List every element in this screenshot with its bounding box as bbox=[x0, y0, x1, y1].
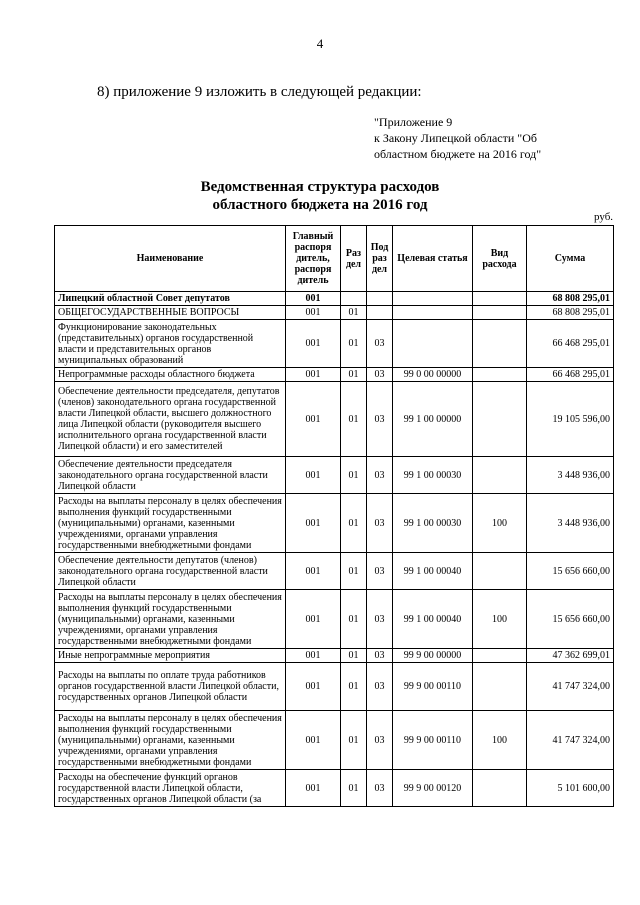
cell-cs: 99 9 00 00110 bbox=[393, 711, 473, 770]
cell-gr: 001 bbox=[286, 494, 341, 553]
cell-rz: 01 bbox=[341, 320, 367, 368]
cell-gr: 001 bbox=[286, 711, 341, 770]
header-cs: Целевая статья bbox=[393, 226, 473, 292]
cell-cs: 99 9 00 00110 bbox=[393, 663, 473, 711]
cell-vr bbox=[473, 320, 527, 368]
cell-pr: 03 bbox=[367, 368, 393, 382]
cell-sum: 15 656 660,00 bbox=[527, 590, 614, 649]
cell-name: Непрограммные расходы областного бюджета bbox=[55, 368, 286, 382]
title-line: областного бюджета на 2016 год bbox=[212, 197, 428, 213]
cell-cs bbox=[393, 306, 473, 320]
cell-gr: 001 bbox=[286, 382, 341, 457]
cell-sum: 19 105 596,00 bbox=[527, 382, 614, 457]
cell-rz: 01 bbox=[341, 306, 367, 320]
cell-cs: 99 1 00 00000 bbox=[393, 382, 473, 457]
cell-gr: 001 bbox=[286, 306, 341, 320]
cell-pr: 03 bbox=[367, 663, 393, 711]
cell-pr: 03 bbox=[367, 649, 393, 663]
cell-rz: 01 bbox=[341, 494, 367, 553]
cell-sum: 41 747 324,00 bbox=[527, 711, 614, 770]
appendix-note-line: областном бюджете на 2016 год" bbox=[374, 147, 542, 161]
cell-rz: 01 bbox=[341, 368, 367, 382]
page-number: 4 bbox=[316, 36, 324, 51]
header-rz-line: дел bbox=[345, 258, 362, 270]
cell-vr: 100 bbox=[473, 590, 527, 649]
cell-cs: 99 1 00 00030 bbox=[393, 494, 473, 553]
cell-pr: 03 bbox=[367, 770, 393, 807]
header-gr-line: распоря bbox=[294, 264, 332, 275]
table-row bbox=[55, 494, 614, 553]
cell-sum: 68 808 295,01 bbox=[527, 306, 614, 320]
cell-gr: 001 bbox=[286, 649, 341, 663]
cell-name: Расходы на выплаты персоналу в целях обеспечения выполнения функций государственными (муниципальными) органами, казенными учреждениями, органами управления государственными внебюджетными фондами bbox=[55, 711, 286, 770]
table-row bbox=[55, 590, 614, 649]
header-name: Наименование bbox=[55, 226, 286, 292]
cell-gr: 001 bbox=[286, 457, 341, 494]
cell-name: Обеспечение деятельности председателя, депутатов (членов) законодательного органа государственной власти Липецкой области, высшего должностного лица Липецкой области (руководителя высшего исполнительного органа государственной власти Липецкой области) и его заместителей bbox=[55, 382, 286, 457]
cell-sum: 15 656 660,00 bbox=[527, 553, 614, 590]
cell-rz: 01 bbox=[341, 770, 367, 807]
cell-name: Обеспечение деятельности депутатов (членов) законодательного органа государственной власти Липецкой области bbox=[55, 553, 286, 590]
cell-rz: 01 bbox=[341, 649, 367, 663]
cell-sum: 66 468 295,01 bbox=[527, 368, 614, 382]
header-pr bbox=[367, 226, 393, 292]
cell-pr: 03 bbox=[367, 494, 393, 553]
cell-pr: 03 bbox=[367, 553, 393, 590]
title-line: Ведомственная структура расходов bbox=[200, 179, 440, 195]
document-title bbox=[0, 178, 640, 214]
cell-cs: 99 1 00 00040 bbox=[393, 590, 473, 649]
cell-gr: 001 bbox=[286, 368, 341, 382]
header-rz-line: Раз bbox=[345, 247, 362, 259]
cell-cs: 99 1 00 00040 bbox=[393, 553, 473, 590]
table-row bbox=[55, 553, 614, 590]
cell-gr: 001 bbox=[286, 770, 341, 807]
cell-vr bbox=[473, 292, 527, 306]
cell-pr: 03 bbox=[367, 382, 393, 457]
cell-vr bbox=[473, 770, 527, 807]
cell-cs bbox=[393, 320, 473, 368]
cell-cs bbox=[393, 292, 473, 306]
table-row bbox=[55, 368, 614, 382]
cell-pr: 03 bbox=[367, 590, 393, 649]
cell-rz: 01 bbox=[341, 382, 367, 457]
cell-pr bbox=[367, 292, 393, 306]
cell-pr: 03 bbox=[367, 320, 393, 368]
cell-sum: 68 808 295,01 bbox=[527, 292, 614, 306]
header-vr-line: расхода bbox=[482, 258, 517, 270]
cell-pr: 03 bbox=[367, 457, 393, 494]
cell-vr bbox=[473, 553, 527, 590]
header-gr-line: дитель bbox=[297, 275, 329, 286]
header-gr-line: Главный bbox=[292, 231, 334, 242]
cell-name: Расходы на обеспечение функций органов государственной власти Липецкой области, государственных органов Липецкой области (за bbox=[55, 770, 286, 807]
table-row bbox=[55, 663, 614, 711]
header-pr-line: раз bbox=[372, 253, 387, 264]
cell-sum: 3 448 936,00 bbox=[527, 494, 614, 553]
cell-gr: 001 bbox=[286, 590, 341, 649]
cell-vr bbox=[473, 663, 527, 711]
cell-name: Расходы на выплаты персоналу в целях обеспечения выполнения функций государственными (муниципальными) органами, казенными учреждениями, органами управления государственными внебюджетными фондами bbox=[55, 590, 286, 649]
cell-rz: 01 bbox=[341, 590, 367, 649]
cell-vr bbox=[473, 306, 527, 320]
cell-name: Расходы на выплаты персоналу в целях обеспечения выполнения функций государственными (муниципальными) органами, казенными учреждениями, органами управления государственными внебюджетными фондами bbox=[55, 494, 286, 553]
table-row bbox=[55, 457, 614, 494]
cell-vr bbox=[473, 649, 527, 663]
cell-rz: 01 bbox=[341, 553, 367, 590]
cell-name: Обеспечение деятельности председателя законодательного органа государственной власти Липецкой области bbox=[55, 457, 286, 494]
cell-sum: 3 448 936,00 bbox=[527, 457, 614, 494]
table-row bbox=[55, 292, 614, 306]
cell-rz bbox=[341, 292, 367, 306]
table-row bbox=[55, 382, 614, 457]
appendix-note bbox=[374, 114, 541, 162]
table-row bbox=[55, 306, 614, 320]
header-gr-line: дитель, bbox=[296, 253, 330, 264]
cell-sum: 5 101 600,00 bbox=[527, 770, 614, 807]
header-sum: Сумма bbox=[527, 226, 614, 292]
cell-pr: 03 bbox=[367, 711, 393, 770]
cell-cs: 99 0 00 00000 bbox=[393, 368, 473, 382]
currency-unit: руб. bbox=[594, 211, 614, 223]
table-header-row bbox=[55, 226, 614, 292]
intro-text: 8) приложение 9 изложить в следующей редакции: bbox=[97, 84, 422, 100]
cell-sum: 66 468 295,01 bbox=[527, 320, 614, 368]
cell-gr: 001 bbox=[286, 553, 341, 590]
table-row bbox=[55, 711, 614, 770]
budget-table bbox=[54, 225, 614, 807]
header-gr bbox=[286, 226, 341, 292]
cell-cs: 99 1 00 00030 bbox=[393, 457, 473, 494]
cell-gr: 001 bbox=[286, 663, 341, 711]
table-row bbox=[55, 320, 614, 368]
cell-cs: 99 9 00 00120 bbox=[393, 770, 473, 807]
cell-rz: 01 bbox=[341, 711, 367, 770]
cell-gr: 001 bbox=[286, 292, 341, 306]
cell-name: Иные непрограммные мероприятия bbox=[55, 649, 286, 663]
cell-gr: 001 bbox=[286, 320, 341, 368]
cell-pr bbox=[367, 306, 393, 320]
cell-name: Липецкий областной Совет депутатов bbox=[55, 292, 286, 306]
table-row bbox=[55, 770, 614, 807]
header-gr-line: распоря bbox=[294, 242, 332, 253]
header-pr-line: Под bbox=[370, 242, 389, 253]
cell-rz: 01 bbox=[341, 457, 367, 494]
cell-cs: 99 9 00 00000 bbox=[393, 649, 473, 663]
cell-sum: 47 362 699,01 bbox=[527, 649, 614, 663]
cell-sum: 41 747 324,00 bbox=[527, 663, 614, 711]
cell-vr: 100 bbox=[473, 494, 527, 553]
header-rz bbox=[341, 226, 367, 292]
cell-name: Функционирование законодательных (представительных) органов государственной власти и представительных органов муниципальных образований bbox=[55, 320, 286, 368]
cell-vr bbox=[473, 457, 527, 494]
cell-vr bbox=[473, 382, 527, 457]
cell-name: Расходы на выплаты по оплате труда работников органов государственной власти Липецкой области, государственных органов Липецкой области bbox=[55, 663, 286, 711]
appendix-note-line: "Приложение 9 bbox=[374, 115, 453, 129]
header-vr bbox=[473, 226, 527, 292]
header-vr-line: Вид bbox=[490, 247, 509, 259]
cell-name: ОБЩЕГОСУДАРСТВЕННЫЕ ВОПРОСЫ bbox=[55, 306, 286, 320]
cell-vr: 100 bbox=[473, 711, 527, 770]
cell-rz: 01 bbox=[341, 663, 367, 711]
header-pr-line: дел bbox=[371, 264, 388, 275]
cell-vr bbox=[473, 368, 527, 382]
appendix-note-line: к Закону Липецкой области "Об bbox=[374, 131, 537, 145]
table-row bbox=[55, 649, 614, 663]
